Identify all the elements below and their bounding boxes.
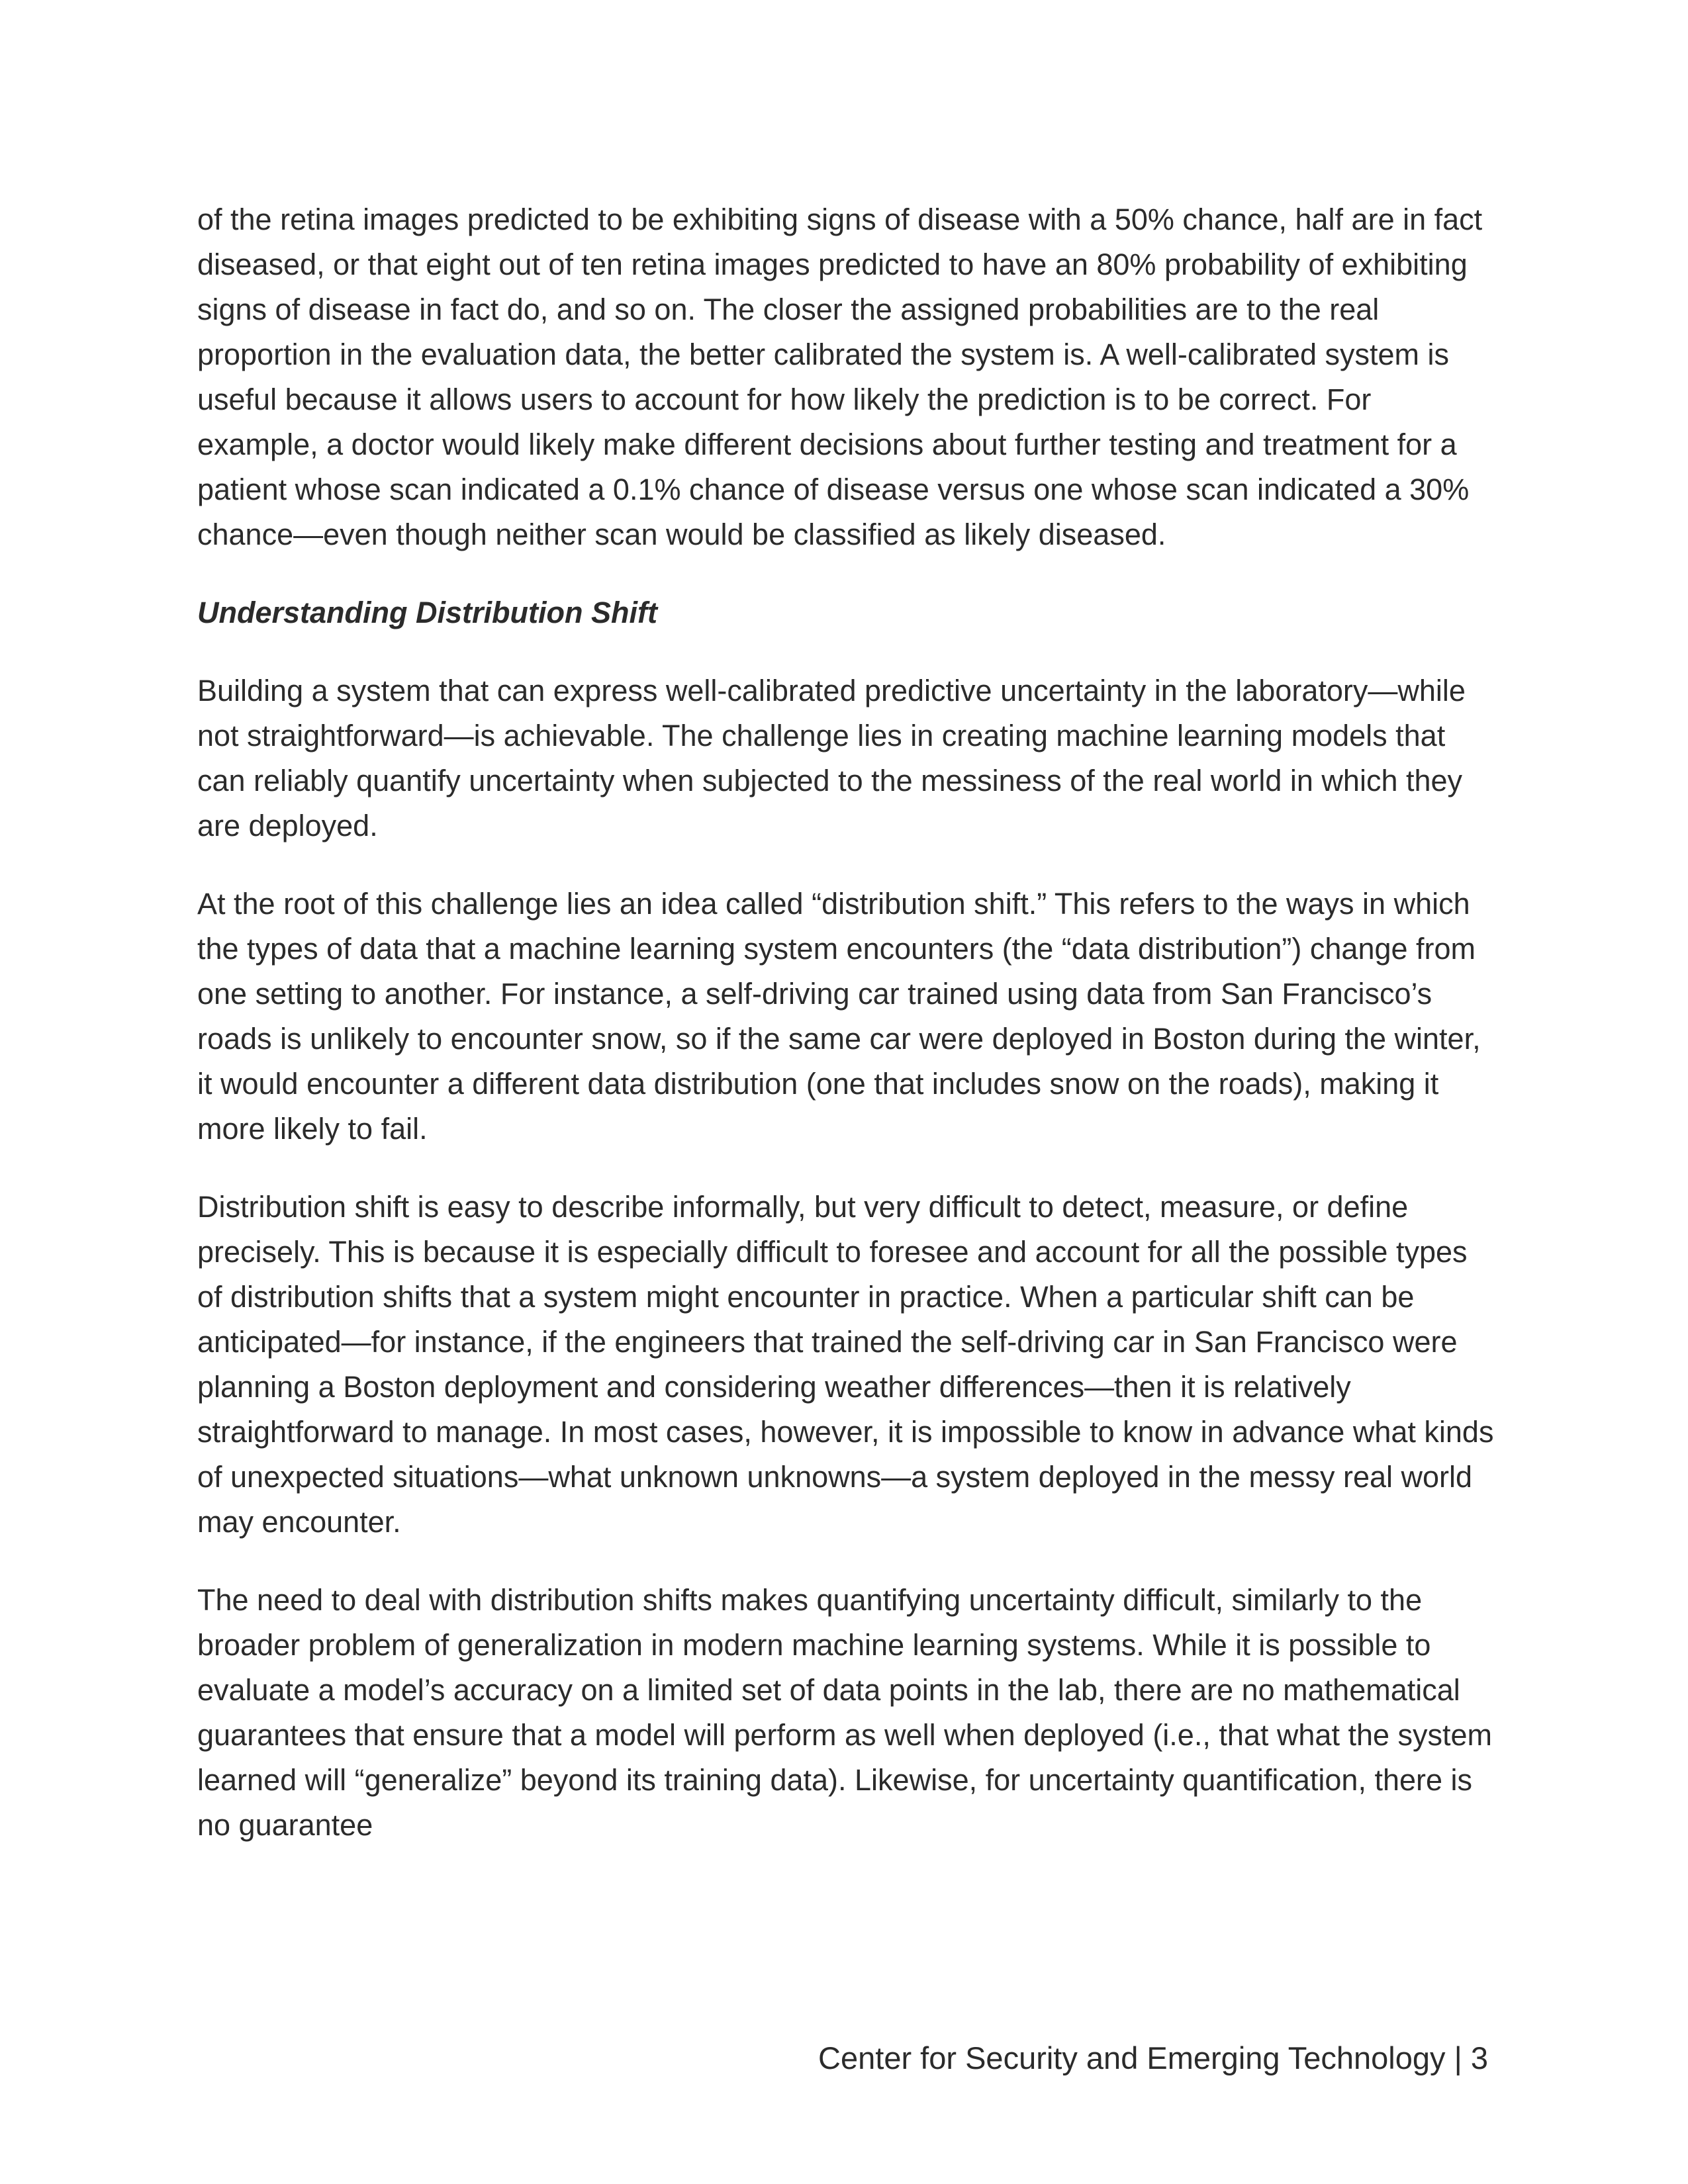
body-paragraph-2: Building a system that can express well-calibrated predictive uncertainty in the laboratory—while not straightforward—is achievable. The challenge lies in creating machine learning models that can reliably quantify uncertainty when subjected to the messiness of the real world in which they are deployed. <box>197 674 1466 842</box>
body-paragraph-4: Distribution shift is easy to describe informally, but very difficult to detect, measure, or define precisely. This is because it is especially difficult to foresee and account for all the possible types of distribution shifts that a system might encounter in practice. When a particular shift can be anticipated—for instance, if the engineers that trained the self-driving car in San Francisco were planning a Boston deployment and considering weather differences—then it is relatively straightforward to manage. In most cases, however, it is impossible to know in advance what kinds of unexpected situations—what unknown unknowns—a system deployed in the messy real world may encounter. <box>197 1190 1494 1539</box>
page-content <box>197 197 1495 1881</box>
page-footer: Center for Security and Emerging Technology | 3 <box>818 2040 1488 2075</box>
body-paragraph-5: The need to deal with distribution shifts makes quantifying uncertainty difficult, similarly to the broader problem of generalization in modern machine learning systems. While it is possible to evaluate a model’s accuracy on a limited set of data points in the lab, there are no mathematical guarantees that ensure that a model will perform as well when deployed (i.e., that what the system learned will “generalize” beyond its training data). Likewise, for uncertainty quantification, there is no guarantee <box>197 1583 1493 1842</box>
body-paragraph-1: of the retina images predicted to be exhibiting signs of disease with a 50% chance, half are in fact diseased, or that eight out of ten retina images predicted to have an 80% probability of exhibiting signs of disease in fact do, and so on. The closer the assigned probabilities are to the real proportion in the evaluation data, the better calibrated the system is. A well-calibrated system is useful because it allows users to account for how likely the prediction is to be correct. For example, a doctor would likely make different decisions about further testing and treatment for a patient whose scan indicated a 0.1% chance of disease versus one whose scan indicated a 30% chance—even though neither scan would be classified as likely diseased. <box>197 203 1483 551</box>
body-paragraph-3: At the root of this challenge lies an idea called “distribution shift.” This refers to the ways in which the types of data that a machine learning system encounters (the “data distribution”) change from one setting to another. For instance, a self-driving car trained using data from San Francisco’s roads is unlikely to encounter snow, so if the same car were deployed in Boston during the winter, it would encounter a different data distribution (one that includes snow on the roads), making it more likely to fail. <box>197 887 1481 1146</box>
section-heading: Understanding Distribution Shift <box>197 596 657 629</box>
